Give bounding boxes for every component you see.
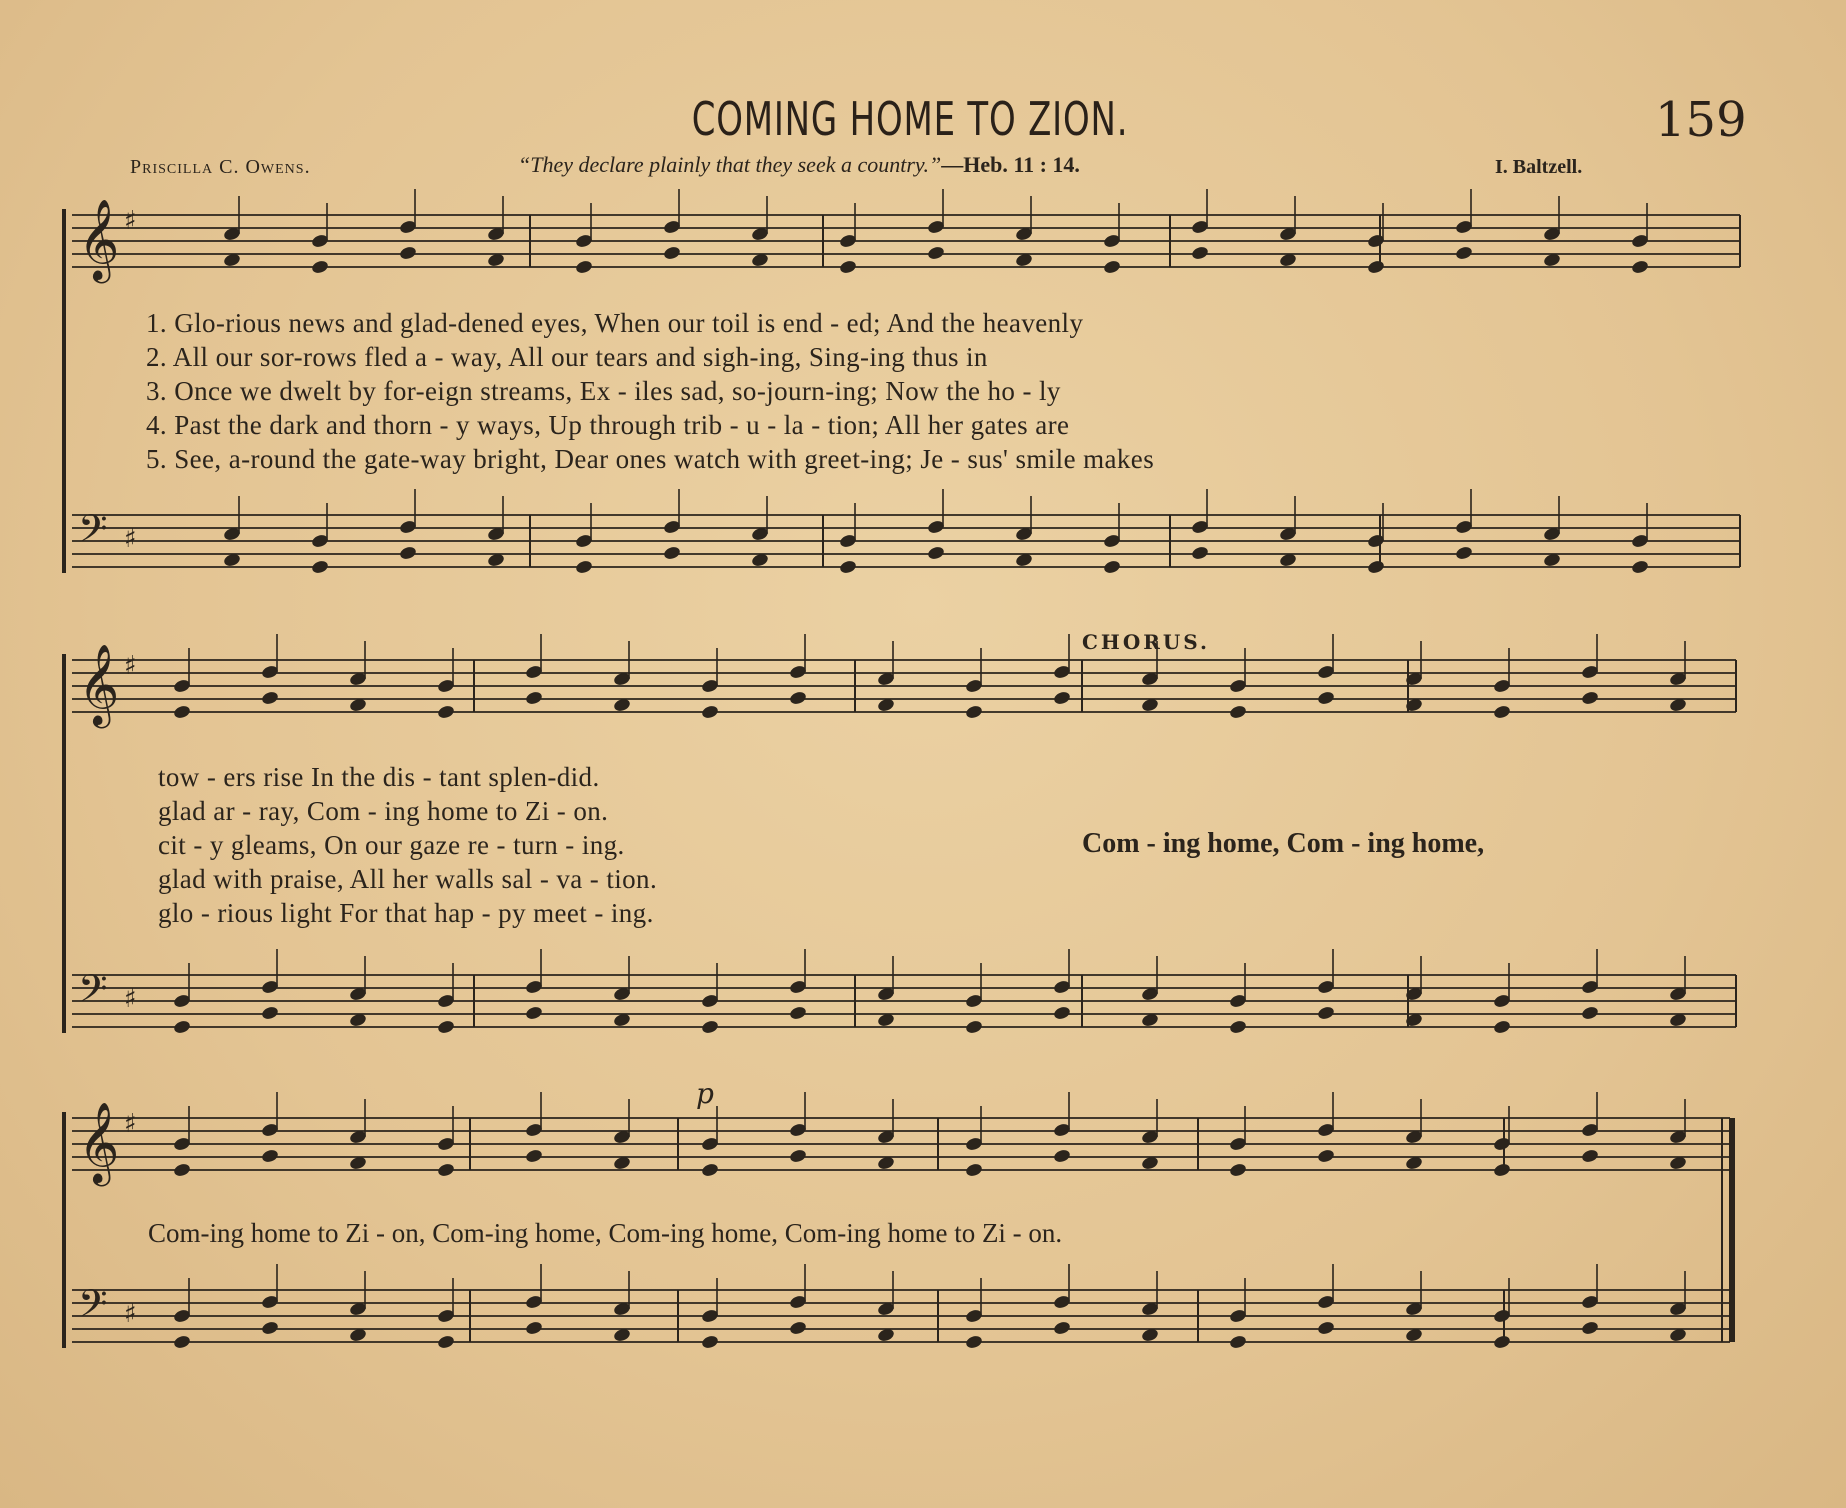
note-head: [701, 704, 720, 720]
note-head: [927, 545, 946, 561]
sharp-key-icon: ♯: [124, 651, 137, 681]
page-number: 159: [1655, 92, 1747, 148]
note-head: [575, 559, 594, 575]
verse-3-text: Once we dwelt by for-eign streams, Ex - iles sad, so-journ-ing; Now the ho - ly: [174, 376, 1061, 406]
note-head: [965, 1334, 984, 1350]
note-head: [1317, 1320, 1336, 1336]
note-head: [1317, 690, 1336, 706]
chorus-line-2: Com-ing home to Zi - on, Com-ing home, Com-ing home, Com-ing home to Zi - on.: [148, 1218, 1063, 1248]
treble-clef-icon: 𝄞: [78, 1101, 120, 1183]
verse-4-text: Past the dark and thorn - y ways, Up through trib - u - la - tion; All her gates are: [174, 410, 1070, 440]
note-head: [1493, 704, 1512, 720]
note-head: [525, 1320, 544, 1336]
bass-clef-icon: 𝄢: [78, 1281, 108, 1335]
note-head: [701, 1162, 720, 1178]
note-head: [663, 545, 682, 561]
note-head: [437, 704, 456, 720]
note-head: [965, 1162, 984, 1178]
note-head: [1493, 1019, 1512, 1035]
note-head: [1455, 245, 1474, 261]
epigraph-quote: “They declare plainly that they seek a country.”: [518, 152, 942, 177]
note-head: [1581, 1148, 1600, 1164]
bass-clef-icon: 𝄢: [78, 966, 108, 1020]
composer-credit: I. Baltzell.: [1495, 156, 1583, 178]
note-head: [839, 259, 858, 275]
note-head: [789, 1005, 808, 1021]
note-head: [1229, 704, 1248, 720]
note-head: [1581, 690, 1600, 706]
treble-clef-icon: 𝄞: [78, 198, 120, 280]
note-head: [261, 690, 280, 706]
note-head: [789, 1320, 808, 1336]
sharp-key-icon: ♯: [124, 1109, 137, 1139]
verse-5-line-2: glo - rious light For that hap - py meet - ing.: [158, 898, 654, 928]
note-head: [437, 1019, 456, 1035]
note-head: [701, 1019, 720, 1035]
note-head: [1493, 1334, 1512, 1350]
verse-3-line-1: [146, 376, 1061, 407]
note-head: [1229, 1162, 1248, 1178]
note-head: [399, 545, 418, 561]
note-head: [173, 1334, 192, 1350]
note-head: [701, 1334, 720, 1350]
note-head: [1581, 1320, 1600, 1336]
note-head: [1053, 1320, 1072, 1336]
verse-2-number: 2.: [146, 342, 168, 372]
sharp-key-icon: ♯: [124, 984, 137, 1014]
note-head: [575, 259, 594, 275]
verse-3-line-2: cit - y gleams, On our gaze re - turn - ing.: [158, 830, 625, 860]
note-head: [1191, 545, 1210, 561]
sharp-key-icon: ♯: [124, 1299, 137, 1329]
verse-5-number: 5.: [146, 444, 168, 474]
note-head: [437, 1162, 456, 1178]
note-head: [1053, 1005, 1072, 1021]
chorus-label: CHORUS.: [1082, 630, 1210, 654]
note-head: [1103, 259, 1122, 275]
verse-5-text: See, a-round the gate-way bright, Dear ones watch with greet-ing; Je - sus' smile makes: [174, 444, 1155, 474]
note-head: [789, 1148, 808, 1164]
treble-clef-icon: 𝄞: [78, 643, 120, 725]
note-head: [261, 1148, 280, 1164]
note-head: [1367, 559, 1386, 575]
note-head: [1493, 1162, 1512, 1178]
bass-clef-icon: 𝄢: [78, 506, 108, 560]
note-head: [1229, 1019, 1248, 1035]
sharp-key-icon: ♯: [124, 206, 137, 236]
note-head: [965, 1019, 984, 1035]
verse-1-line-2: tow - ers rise In the dis - tant splen-did.: [158, 762, 600, 792]
verse-2-text: All our sor-rows fled a - way, All our tears and sigh-ing, Sing-ing thus in: [172, 342, 988, 372]
note-head: [261, 1320, 280, 1336]
note-head: [1367, 259, 1386, 275]
verse-1-line-1: [146, 308, 1083, 339]
note-head: [839, 559, 858, 575]
note-head: [1103, 559, 1122, 575]
note-head: [1053, 690, 1072, 706]
verse-4-line-1: [146, 410, 1069, 441]
verse-3-number: 3.: [146, 376, 168, 406]
note-head: [173, 704, 192, 720]
verse-5-line-1: [146, 444, 1154, 475]
note-head: [1317, 1148, 1336, 1164]
note-head: [525, 690, 544, 706]
note-head: [1631, 559, 1650, 575]
note-head: [437, 1334, 456, 1350]
verse-2-line-2: glad ar - ray, Com - ing home to Zi - on.: [158, 796, 609, 826]
note-head: [1053, 1148, 1072, 1164]
note-head: [965, 704, 984, 720]
note-head: [663, 245, 682, 261]
note-head: [311, 259, 330, 275]
note-head: [1631, 259, 1650, 275]
note-head: [173, 1019, 192, 1035]
verse-4-number: 4.: [146, 410, 168, 440]
hymn-title: COMING HOME TO ZION.: [691, 92, 1129, 146]
note-head: [927, 245, 946, 261]
note-head: [525, 1005, 544, 1021]
note-head: [789, 690, 808, 706]
note-head: [1581, 1005, 1600, 1021]
note-head: [311, 559, 330, 575]
verse-2-line-1: [146, 342, 988, 373]
note-head: [399, 245, 418, 261]
dynamic-piano-mark: p: [696, 1077, 714, 1110]
note-head: [1455, 545, 1474, 561]
note-head: [1191, 245, 1210, 261]
verse-1-number: 1.: [146, 308, 168, 338]
sharp-key-icon: ♯: [124, 524, 137, 554]
note-head: [1317, 1005, 1336, 1021]
chorus-line-1: Com - ing home, Com - ing home,: [1082, 828, 1485, 859]
verse-1-text: Glo-rious news and glad-dened eyes, When our toil is end - ed; And the heavenly: [174, 308, 1084, 338]
verse-4-line-2: glad with praise, All her walls sal - va - tion.: [158, 864, 658, 894]
note-head: [525, 1148, 544, 1164]
note-head: [173, 1162, 192, 1178]
note-head: [261, 1005, 280, 1021]
note-head: [1229, 1334, 1248, 1350]
author-credit: Priscilla C. Owens.: [130, 156, 311, 178]
epigraph-reference: —Heb. 11 : 14.: [941, 152, 1080, 177]
